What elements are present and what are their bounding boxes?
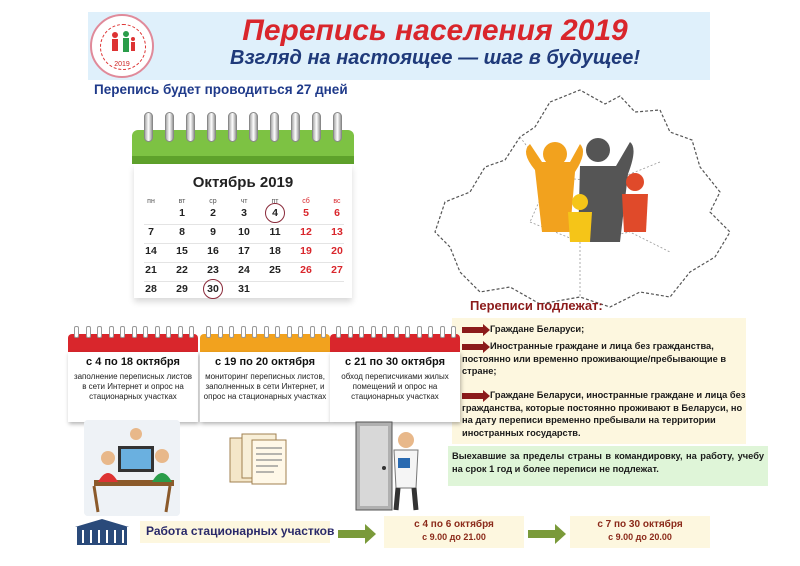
- calendar-day: 22: [176, 264, 188, 276]
- calendar-day: 14: [145, 245, 157, 257]
- calendar-day: 19: [300, 245, 312, 257]
- calendar-row-divider: [144, 281, 344, 282]
- family-icon: [526, 138, 648, 242]
- subject-item: Граждане Беларуси, иностранные граждане и лица без гражданства, которые постоянно проживают в Беларуси, но на дату переписи временно пребывали на территории иностранных государств.: [462, 390, 746, 438]
- calendar-ring: [249, 112, 258, 142]
- calendar-weekday: вт: [178, 198, 186, 205]
- period-card-ring: [178, 326, 183, 338]
- calendar-ring: [186, 112, 195, 142]
- period-card-ring: [241, 326, 246, 338]
- calendar-day-circle: [203, 279, 223, 299]
- period-card-ring: [440, 326, 445, 338]
- calendar-ring: [312, 112, 321, 142]
- people-at-computer-illustration: [84, 420, 180, 516]
- period-card-ring: [86, 326, 91, 338]
- logo-family-icon: [106, 30, 138, 56]
- schedule-dates: с 4 по 6 октября: [414, 519, 494, 530]
- calendar-day: 1: [179, 207, 185, 219]
- calendar-ring: [228, 112, 237, 142]
- calendar-day: 15: [176, 245, 188, 257]
- calendar-day: 25: [269, 264, 281, 276]
- period-card-ring: [74, 326, 79, 338]
- calendar-day: 24: [238, 264, 250, 276]
- calendar-header-strip: [132, 156, 354, 164]
- period-dates: с 4 по 18 октября: [86, 356, 180, 368]
- period-card-ring: [359, 326, 364, 338]
- census-logo: [90, 14, 154, 78]
- calendar-day: 30: [207, 283, 219, 295]
- period-card-ring: [143, 326, 148, 338]
- calendar-day: 21: [145, 264, 157, 276]
- page-subtitle: Взгляд на настоящее — шаг в будущее!: [230, 47, 640, 69]
- calendar-day: 29: [176, 283, 188, 295]
- period-card-ring: [310, 326, 315, 338]
- subjects-title: Переписи подлежат:: [470, 298, 603, 313]
- calendar-weekday: пт: [271, 198, 279, 205]
- calendar-day: 23: [207, 264, 219, 276]
- calendar-day: 4: [272, 207, 278, 219]
- period-dates: с 19 по 20 октября: [215, 356, 315, 368]
- calendar-day: 31: [238, 283, 250, 295]
- calendar-day: 10: [238, 226, 250, 238]
- calendar-day: 16: [207, 245, 219, 257]
- calendar-day: 13: [331, 226, 343, 238]
- calendar-weekday: пн: [147, 198, 155, 205]
- page-title: Перепись населения 2019: [242, 14, 628, 47]
- schedule-hours: с 9.00 до 20.00: [608, 532, 672, 542]
- arrow-right-icon: [462, 393, 484, 399]
- period-card-ring: [155, 326, 160, 338]
- calendar-day: 17: [238, 245, 250, 257]
- period-dates: с 21 по 30 октября: [345, 356, 445, 368]
- period-card-ring: [417, 326, 422, 338]
- stations-label: Работа стационарных участков: [146, 524, 335, 538]
- calendar-ring: [165, 112, 174, 142]
- period-card-ring: [275, 326, 280, 338]
- schedule-dates: с 7 по 30 октября: [597, 519, 683, 530]
- period-card-ring: [382, 326, 387, 338]
- census-forms-illustration: [228, 432, 288, 488]
- calendar-row-divider: [144, 243, 344, 244]
- period-card-ring: [405, 326, 410, 338]
- period-card-ring: [206, 326, 211, 338]
- calendar-day: 18: [269, 245, 281, 257]
- period-card-ring: [336, 326, 341, 338]
- period-description: мониторинг переписных листов, заполненных в сети Интернет, и опрос на стационарных участках: [203, 372, 327, 401]
- exempt-text: Выехавшие за пределы страны в командировку, на работу, учебу на срок 1 год и более переписи не подлежат.: [452, 451, 764, 474]
- calendar-row-divider: [144, 224, 344, 225]
- period-card-ring: [298, 326, 303, 338]
- period-card-ring: [109, 326, 114, 338]
- period-card-ring: [120, 326, 125, 338]
- calendar-ring: [207, 112, 216, 142]
- calendar-weekday: сб: [302, 198, 310, 205]
- calendar-ring: [144, 112, 153, 142]
- calendar-day: 3: [241, 207, 247, 219]
- calendar-day: 27: [331, 264, 343, 276]
- period-card-ring: [132, 326, 137, 338]
- arrow-right-icon: [462, 327, 484, 333]
- period-card-ring: [394, 326, 399, 338]
- period-card-ring: [321, 326, 326, 338]
- calendar-weekday: вс: [333, 198, 341, 205]
- calendar-weekday: чт: [240, 198, 248, 205]
- calendar-month-title: Октябрь 2019: [192, 174, 294, 191]
- calendar-day-circle: [265, 203, 285, 223]
- duration-text: Перепись будет проводиться 27 дней: [94, 82, 348, 97]
- calendar-row-divider: [144, 262, 344, 263]
- belarus-map: [430, 82, 740, 322]
- subject-item: Граждане Беларуси;: [462, 323, 746, 336]
- calendar-day: 28: [145, 283, 157, 295]
- period-card-ring: [348, 326, 353, 338]
- period-description: обход переписчиками жилых помещений и опрос на стационарных участках: [341, 372, 449, 401]
- subject-item: Иностранные граждане и лица без гражданства, постоянно или временно проживающие/пребывающие в стране;: [462, 341, 727, 376]
- period-card-ring: [252, 326, 257, 338]
- calendar-day: 12: [300, 226, 312, 238]
- calendar-day: 5: [303, 207, 309, 219]
- calendar-day: 11: [269, 226, 281, 238]
- period-card-ring: [189, 326, 194, 338]
- calendar-day: 8: [179, 226, 185, 238]
- period-card-ring: [264, 326, 269, 338]
- period-card-ring: [229, 326, 234, 338]
- calendar-day: 20: [331, 245, 343, 257]
- period-card-ring: [218, 326, 223, 338]
- period-card-ring: [287, 326, 292, 338]
- calendar-ring: [270, 112, 279, 142]
- calendar-day: 9: [210, 226, 216, 238]
- calendar-day: 26: [300, 264, 312, 276]
- door-visit-illustration: [354, 418, 424, 514]
- period-card-ring: [166, 326, 171, 338]
- period-card-ring: [428, 326, 433, 338]
- calendar-ring: [333, 112, 342, 142]
- calendar-ring: [291, 112, 300, 142]
- arrow-right-icon: [462, 344, 484, 350]
- period-card-ring: [97, 326, 102, 338]
- calendar-day: 2: [210, 207, 216, 219]
- calendar-day: 6: [334, 207, 340, 219]
- arrow-right-icon: [338, 530, 366, 538]
- calendar-weekday: ср: [209, 198, 217, 205]
- period-card-ring: [371, 326, 376, 338]
- period-card-ring: [451, 326, 456, 338]
- arrow-right-icon: [528, 530, 556, 538]
- calendar-day: 7: [148, 226, 154, 238]
- station-building-icon: [73, 517, 131, 547]
- period-description: заполнение переписных листов в сети Интернет и опрос на стационарных участках: [73, 372, 193, 401]
- logo-year: 2019: [114, 61, 130, 68]
- schedule-hours: с 9.00 до 21.00: [422, 532, 486, 542]
